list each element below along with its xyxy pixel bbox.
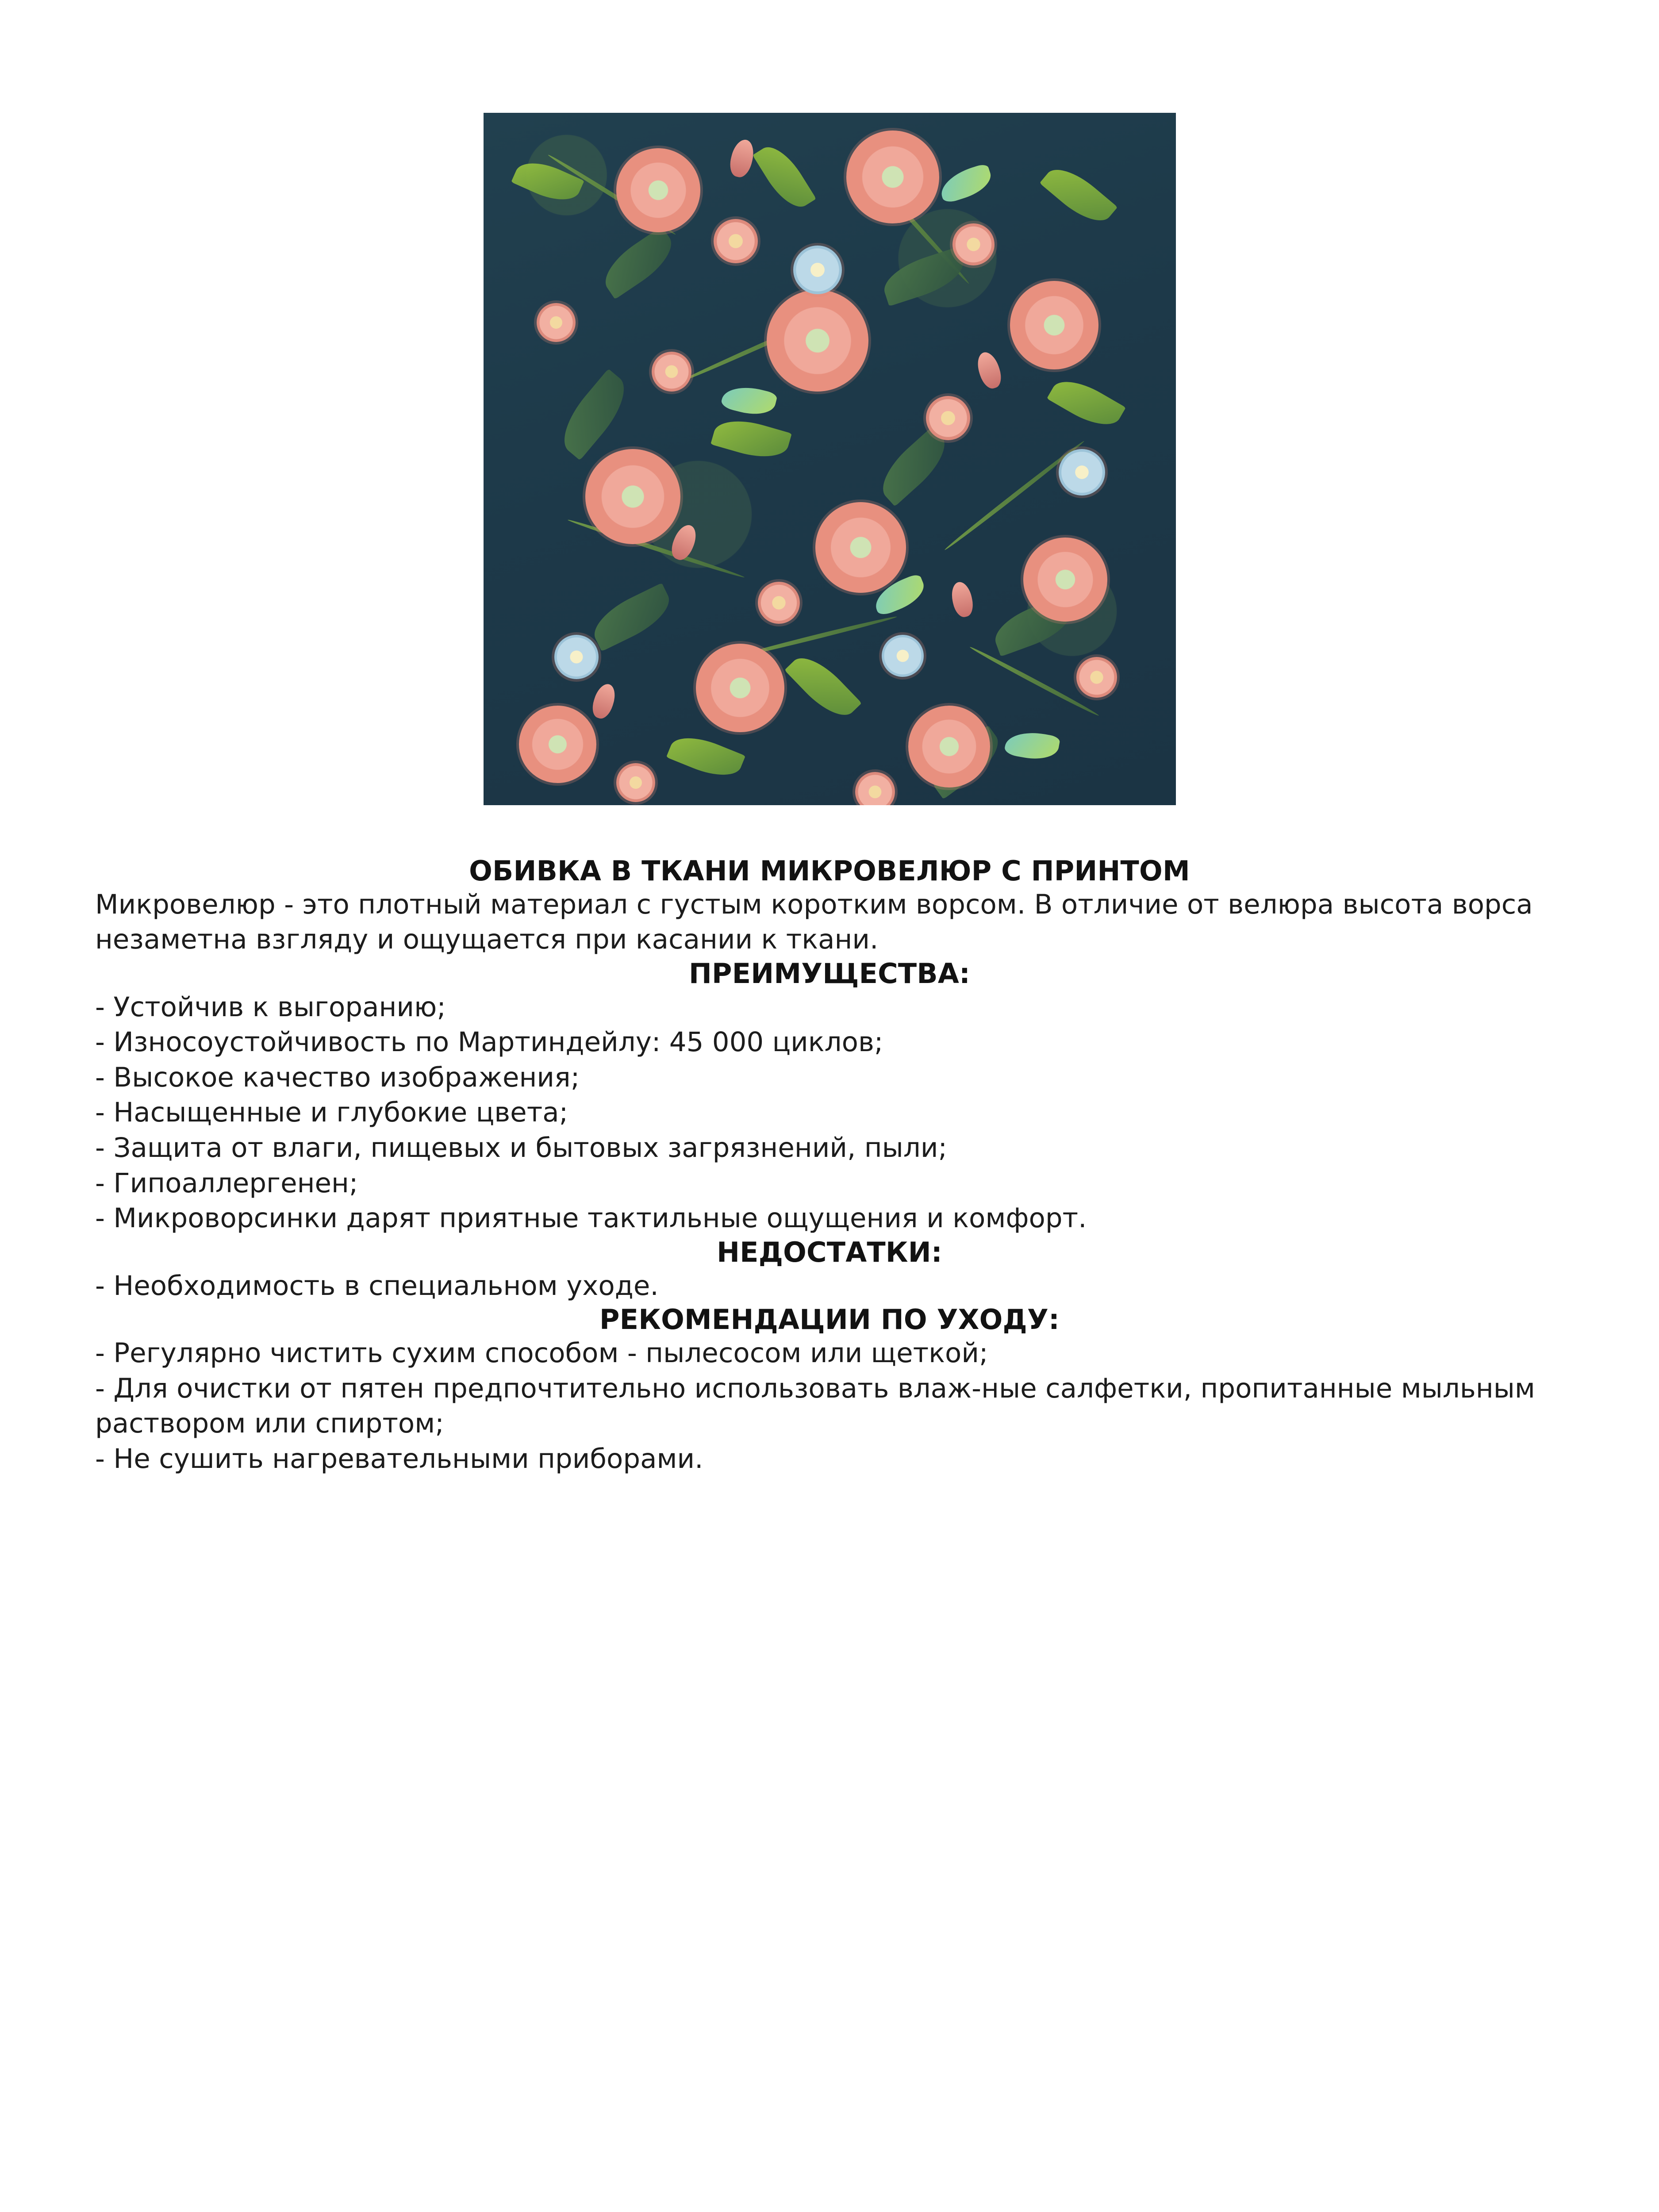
product-description	[95, 805, 1564, 1476]
flower-decoration	[908, 706, 990, 787]
flower-decoration	[652, 352, 691, 392]
flower-decoration	[846, 131, 939, 223]
flower-decoration	[616, 763, 655, 802]
page-title: ОБИВКА В ТКАНИ МИКРОВЕЛЮР С ПРИНТОМ	[469, 855, 1190, 887]
list-item: - Не сушить нагревательными приборами.	[95, 1443, 703, 1475]
flower-decoration	[926, 396, 970, 440]
list-item: - Микроворсинки дарят приятные тактильные ощущения и комфорт.	[95, 1202, 1087, 1234]
care-list	[95, 1336, 1564, 1476]
list-item: - Регулярно чистить сухим способом - пылесосом или щеткой;	[95, 1337, 988, 1369]
flower-decoration	[696, 644, 784, 732]
intro-paragraph: Микровелюр - это плотный материал с густым коротким ворсом. В отличие от велюра высота ворса незаметна взгляду и ощущается при касании к ткани.	[95, 889, 1533, 956]
flower-decoration	[758, 582, 800, 624]
advantages-heading: ПРЕИМУЩЕСТВА:	[688, 957, 971, 990]
flower-decoration	[616, 148, 700, 232]
flower-decoration	[793, 246, 842, 294]
list-item: - Гипоаллергенен;	[95, 1167, 358, 1199]
flower-decoration	[1076, 657, 1117, 698]
flower-decoration	[554, 635, 599, 679]
fabric-image-container	[95, 0, 1564, 805]
flower-decoration	[767, 290, 868, 392]
flower-decoration	[585, 449, 680, 544]
list-item: - Высокое качество изображения;	[95, 1061, 580, 1093]
drawbacks-text: - Необходимость в специальном уходе.	[95, 1270, 659, 1302]
flower-decoration	[1059, 449, 1105, 495]
drawbacks-heading: НЕДОСТАТКИ:	[717, 1236, 942, 1268]
flower-decoration	[882, 635, 924, 677]
care-heading: РЕКОМЕНДАЦИИ ПО УХОДУ:	[599, 1303, 1060, 1336]
list-item: - Устойчив к выгоранию;	[95, 991, 446, 1023]
flower-decoration	[537, 303, 576, 342]
list-item: - Для очистки от пятен предпочтительно использовать влаж-ные салфетки, пропитанные мыльным раствором или спиртом;	[95, 1372, 1535, 1440]
flower-decoration	[952, 223, 995, 265]
flower-decoration	[1023, 538, 1107, 622]
flower-decoration	[1010, 281, 1098, 369]
flower-decoration	[519, 706, 596, 783]
list-item: - Насыщенные и глубокие цвета;	[95, 1097, 568, 1129]
flower-decoration	[714, 219, 758, 263]
advantages-list	[95, 990, 1564, 1236]
list-item: - Защита от влаги, пищевых и бытовых загрязнений, пыли;	[95, 1132, 948, 1164]
list-item: - Износоустойчивость по Мартиндейлу: 45 000 циклов;	[95, 1026, 883, 1058]
fabric-swatch-image	[484, 113, 1176, 805]
flower-decoration	[815, 502, 906, 593]
